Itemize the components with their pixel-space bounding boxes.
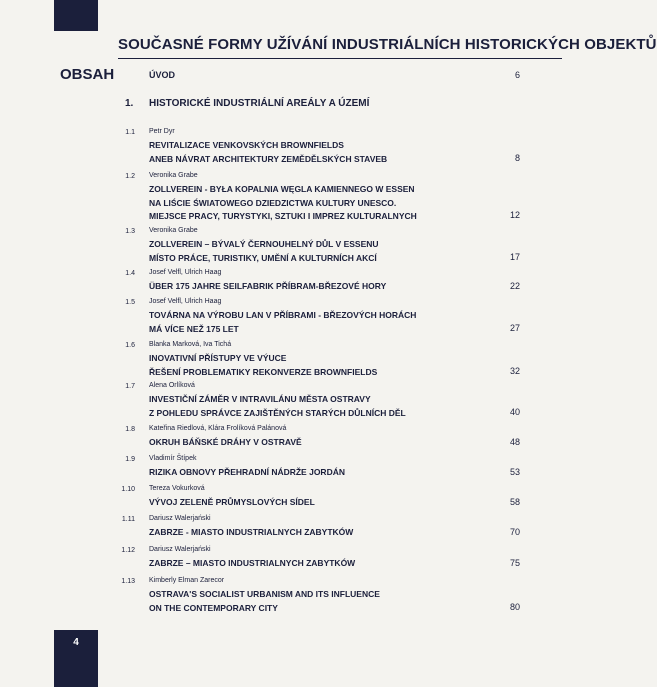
- toc-entry-page: 22: [509, 281, 520, 291]
- toc-entry-title[interactable]: [149, 238, 379, 265]
- toc-entry-title[interactable]: [149, 526, 353, 540]
- toc-entry-title-line: ÜBER 175 JAHRE SEILFABRIK PŘÍBRAM-BŘEZOVÉ HORY: [149, 281, 387, 291]
- toc-entry-page: 75: [509, 558, 520, 568]
- toc-entry-title-line: NA LIŚCIE ŚWIATOWEGO DZIEDZICTWA KULTURY UNESCO.: [149, 197, 397, 208]
- toc-entry-authors: Tereza Vokurková: [149, 485, 205, 492]
- toc-entry-page: 32: [509, 366, 520, 376]
- toc-entry-title[interactable]: [149, 139, 387, 166]
- toc-entry-title-line: INVESTIČNÍ ZÁMĚR V INTRAVILÁNU MĚSTA OSTRAVY: [149, 394, 371, 404]
- toc-entry-page: 27: [509, 323, 520, 333]
- toc-entry-title-line: ZABRZE – MIASTO INDUSTRIALNYCH ZABYTKÓW: [149, 558, 356, 568]
- toc-entry-page: 53: [509, 467, 520, 477]
- toc-entry-page: 8: [514, 153, 520, 163]
- toc-entry-authors: Dariusz Walerjański: [149, 515, 211, 522]
- toc-entry-title[interactable]: [149, 393, 406, 420]
- toc-entry-page: 40: [509, 407, 520, 417]
- toc-entry-title-line: RIZIKA OBNOVY PŘEHRADNÍ NÁDRŽE JORDÁN: [149, 467, 345, 477]
- toc-entry-number: 1.1: [125, 129, 135, 136]
- toc-entry-title[interactable]: [149, 557, 355, 571]
- toc-entry-title-line: ZOLLVEREIN – BÝVALÝ ČERNOUHELNÝ DŮL V ESSENU: [149, 239, 379, 249]
- toc-entry-title-line: MIEJSCE PRACY, TURYSTYKI, SZTUKI I IMPREZ KULTURALNYCH: [149, 211, 417, 221]
- toc-entry-title[interactable]: [149, 309, 416, 336]
- bottom-accent-bar: [54, 630, 98, 687]
- toc-entry-number: 1.13: [121, 578, 135, 585]
- toc-entry-number: 1.10: [121, 486, 135, 493]
- toc-entry-authors: Josef Velfl, Ulrich Haag: [149, 269, 222, 276]
- toc-entry-page: 80: [509, 602, 520, 612]
- toc-entry-page: 12: [509, 210, 520, 220]
- toc-intro-label[interactable]: ÚVOD: [149, 70, 176, 80]
- section-number: 1.: [125, 98, 134, 109]
- toc-entry-authors: Alena Orlíková: [149, 382, 195, 389]
- toc-entry-title-line: VÝVOJ ZELENĚ PRŮMYSLOVÝCH SÍDEL: [149, 497, 315, 507]
- toc-entry-authors: Kimberly Elman Zarecor: [149, 577, 225, 584]
- toc-entry-title[interactable]: [149, 496, 315, 510]
- toc-entry-number: 1.2: [125, 173, 135, 180]
- toc-entry-authors: Kateřina Riedlová, Klára Frolíková Palánová: [149, 425, 287, 432]
- toc-entry-number: 1.9: [125, 456, 135, 463]
- toc-entry-number: 1.5: [125, 299, 135, 306]
- toc-entry-title[interactable]: [149, 352, 377, 379]
- toc-entry-title-line: OKRUH BÁŇSKÉ DRÁHY V OSTRAVĚ: [149, 437, 302, 447]
- toc-entry-title-line: INOVATIVNÍ PŘÍSTUPY VE VÝUCE: [149, 353, 287, 363]
- toc-entry-page: 17: [509, 252, 520, 262]
- toc-entry-title[interactable]: [149, 436, 302, 450]
- toc-entry-title-line: ŘEŠENÍ PROBLEMATIKY REKONVERZE BROWNFIELDS: [149, 366, 378, 377]
- toc-entry-authors: Veronika Grabe: [149, 172, 198, 179]
- toc-entry-number: 1.7: [125, 383, 135, 390]
- toc-intro-page: 6: [514, 70, 520, 80]
- toc-entry-number: 1.12: [121, 547, 135, 554]
- toc-entry-page: 48: [509, 437, 520, 447]
- toc-entry-title-line: MÍSTO PRÁCE, TURISTIKY, UMĚNÍ A KULTURNÍCH AKCÍ: [149, 252, 377, 263]
- toc-heading: OBSAH: [60, 66, 115, 83]
- toc-entry-title-line: REVITALIZACE VENKOVSKÝCH BROWNFIELDS: [149, 140, 344, 150]
- toc-entry-page: 58: [509, 497, 520, 507]
- toc-entry-title-line: MÁ VÍCE NEŽ 175 LET: [149, 323, 239, 334]
- page-title: SOUČASNÉ FORMY UŽÍVÁNÍ INDUSTRIÁLNÍCH HISTORICKÝCH OBJEKTŮ: [118, 36, 657, 53]
- toc-entry-authors: Dariusz Walerjański: [149, 546, 211, 553]
- toc-entry-title-line: ZOLLVEREIN - BYŁA KOPALNIA WĘGLA KAMIENNEGO W ESSEN: [149, 184, 415, 194]
- title-divider: [118, 58, 562, 59]
- section-title[interactable]: HISTORICKÉ INDUSTRIÁLNÍ AREÁLY A ÚZEMÍ: [149, 98, 370, 109]
- toc-entry-authors: Blanka Marková, Iva Tichá: [149, 341, 232, 348]
- toc-entry-title-line: TOVÁRNA NA VÝROBU LAN V PŘÍBRAMI - BŘEZOVÝCH HORÁCH: [149, 310, 417, 320]
- toc-entry-title-line: ON THE CONTEMPORARY CITY: [149, 602, 278, 613]
- top-accent-bar: [54, 0, 98, 31]
- toc-entry-title[interactable]: [149, 588, 380, 615]
- page-number: 4: [73, 637, 79, 648]
- toc-entry-number: 1.11: [121, 516, 135, 523]
- toc-entry-title-line: OSTRAVA'S SOCIALIST URBANISM AND ITS INFLUENCE: [149, 589, 380, 599]
- toc-entry-authors: Josef Velfl, Ulrich Haag: [149, 298, 222, 305]
- toc-entry-title-line: ANEB NÁVRAT ARCHITEKTURY ZEMĚDĚLSKÝCH STAVEB: [149, 153, 388, 164]
- toc-entry-title[interactable]: [149, 183, 417, 224]
- toc-entry-authors: Veronika Grabe: [149, 227, 198, 234]
- toc-entry-authors: Vladimír Štípek: [149, 455, 197, 462]
- toc-entry-title-line: ZABRZE - MIASTO INDUSTRIALNYCH ZABYTKÓW: [149, 527, 354, 537]
- toc-entry-title[interactable]: [149, 280, 386, 294]
- toc-entry-number: 1.8: [125, 426, 135, 433]
- toc-entry-number: 1.6: [125, 342, 135, 349]
- toc-entry-number: 1.3: [125, 228, 135, 235]
- toc-entry-page: 70: [509, 527, 520, 537]
- toc-entry-number: 1.4: [125, 270, 135, 277]
- toc-entry-title-line: Z POHLEDU SPRÁVCE ZAJIŠTĚNÝCH STARÝCH DŮLNÍCH DĚL: [149, 407, 406, 418]
- toc-entry-title[interactable]: [149, 466, 345, 480]
- toc-entry-authors: Petr Dyr: [149, 128, 175, 135]
